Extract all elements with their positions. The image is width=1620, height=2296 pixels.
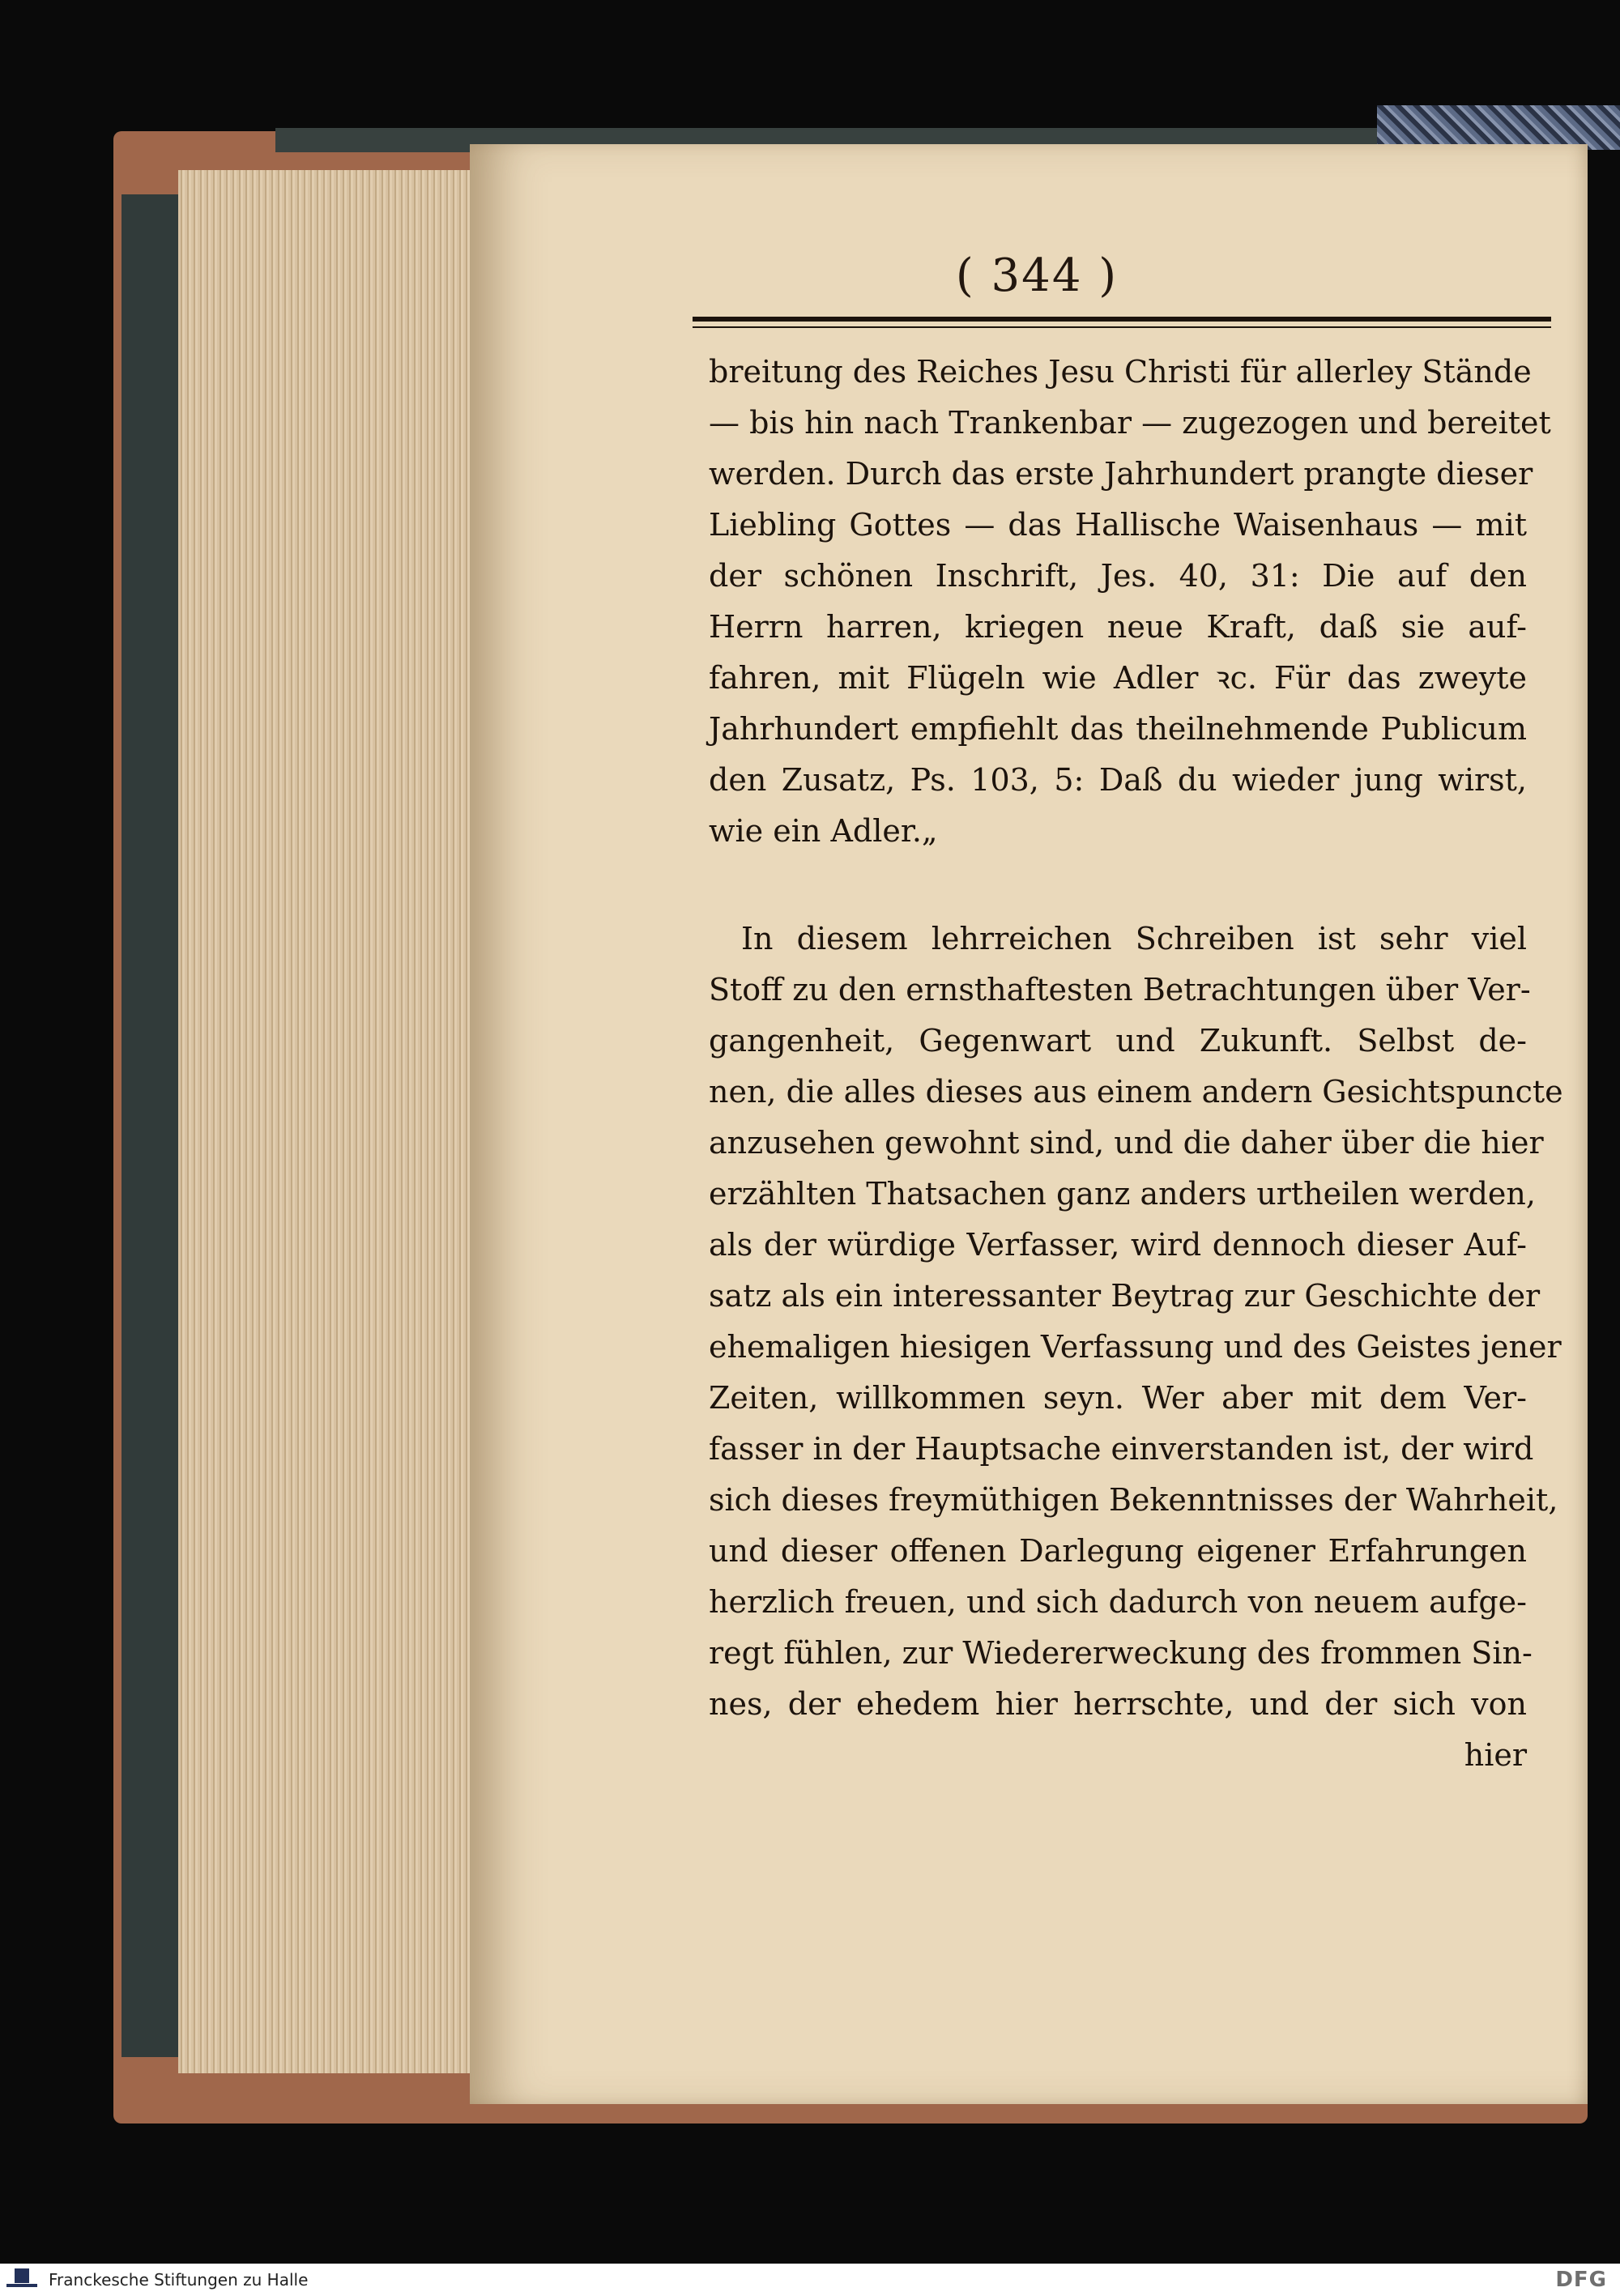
page-number: ( 344 ) (955, 249, 1119, 302)
text-line: Stoff zu den ernsthaftesten Betrachtungen über Ver- (709, 972, 1531, 1007)
institution-name: Franckesche Stiftungen zu Halle (49, 2270, 309, 2290)
institution-logo-icon (6, 2267, 37, 2293)
book-page (470, 144, 1588, 2104)
text-line: herzlich freuen, und sich dadurch von neuem aufge- (709, 1584, 1527, 1620)
text-line: ehemaligen hiesigen Verfassung und des Geistes jener (709, 1329, 1562, 1365)
text-line: als der würdige Verfasser, wird dennoch dieser Auf- (709, 1227, 1527, 1263)
text-line: Liebling Gottes — das Hallische Waisenhaus — mit (709, 507, 1527, 543)
text-line: der schönen Inschrift, Jes. 40, 31: Die auf den (709, 558, 1527, 594)
text-line: In diesem lehrreichen Schreiben ist sehr viel (741, 921, 1527, 956)
page-stack (178, 170, 502, 2073)
text-block (709, 347, 1563, 1781)
paragraph (709, 347, 1551, 857)
text-line: den Zusatz, Ps. 103, 5: Daß du wieder jung wirst, (709, 762, 1527, 798)
text-line: nen, die alles dieses aus einem andern Gesichtspuncte (709, 1074, 1563, 1110)
paragraph (709, 914, 1563, 1730)
text-line: sich dieses freymüthigen Bekenntnisses der Wahrheit, (709, 1482, 1558, 1518)
text-line: regt fühlen, zur Wiedererweckung des frommen Sin- (709, 1635, 1533, 1671)
page-header (470, 249, 1588, 302)
text-line: wie ein Adler.„ (709, 813, 938, 849)
header-rule-thin (693, 326, 1551, 328)
text-line: anzusehen gewohnt sind, und die daher über die hier (709, 1125, 1544, 1161)
marbled-edge (1377, 105, 1620, 150)
logo-mark (15, 2268, 29, 2283)
text-line: Zeiten, willkommen seyn. Wer aber mit dem Ver- (709, 1380, 1527, 1416)
header-rule (693, 317, 1551, 322)
paragraph-gap (709, 857, 1527, 914)
text-line: fasser in der Hauptsache einverstanden ist, der wird (709, 1431, 1534, 1467)
text-line: gangenheit, Gegenwart und Zukunft. Selbst de- (709, 1023, 1527, 1059)
text-line: und dieser offenen Darlegung eigener Erfahrungen (709, 1533, 1527, 1569)
text-line: erzählten Thatsachen ganz anders urtheilen werden, (709, 1176, 1536, 1212)
text-line: satz als ein interessanter Beytrag zur Geschichte der (709, 1278, 1541, 1314)
catchword: hier (1464, 1737, 1527, 1773)
text-line: nes, der ehedem hier herrschte, und der sich von (709, 1686, 1527, 1722)
text-line: breitung des Reiches Jesu Christi für allerley Stände (709, 354, 1532, 390)
text-line: werden. Durch das erste Jahrhundert prangte dieser (709, 456, 1533, 492)
footer-bar (0, 2264, 1620, 2296)
text-line: Herrn harren, kriegen neue Kraft, daß sie auf- (709, 609, 1527, 645)
text-line: — bis hin nach Trankenbar — zugezogen und bereitet (709, 405, 1551, 441)
funder-logo: DFG (1555, 2268, 1607, 2292)
text-line: fahren, mit Flügeln wie Adler ꝛc. Für das zweyte (709, 660, 1527, 696)
text-line: Jahrhundert empfiehlt das theilnehmende Publicum (709, 711, 1527, 747)
logo-text-mark (6, 2284, 37, 2287)
